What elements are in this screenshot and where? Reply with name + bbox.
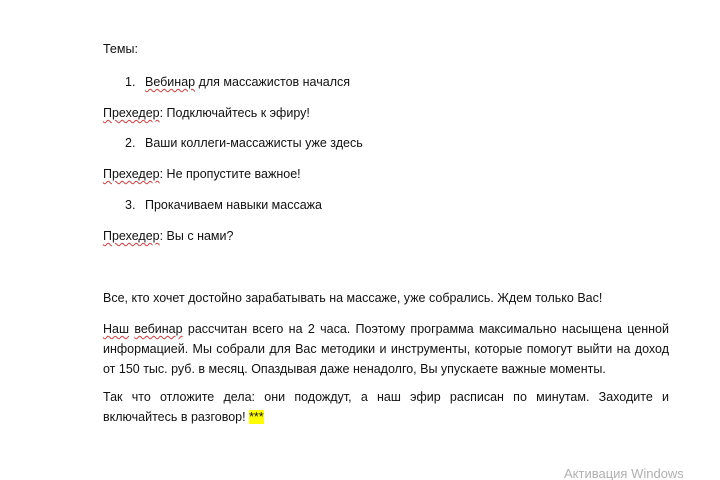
- topic-number: 2.: [125, 136, 136, 150]
- preheader-2: [103, 167, 301, 181]
- preheader-text: : Не пропустите важное!: [159, 167, 301, 181]
- body-paragraph-1: Все, кто хочет достойно зарабатывать на массаже, уже собрались. Ждем только Вас!: [103, 291, 603, 305]
- paragraph-text: рассчитан всего на 2 часа. Поэтому программа максимально насыщена ценной информацией. Мы собрали для Вас методики и инструменты, которые помогут выйти на доход от 150 тыс. руб. в месяц. Опаздывая даже ненадолго, Вы упускаете важные моменты.: [103, 322, 669, 376]
- spellcheck-word: Вебинар: [145, 75, 196, 89]
- topic-title: для массажистов начался: [195, 75, 351, 89]
- topic-title: Прокачиваем навыки массажа: [145, 198, 322, 212]
- spellcheck-word: Наш: [103, 322, 130, 336]
- preheader-text: : Вы с нами?: [159, 229, 234, 243]
- paragraph-text: Так что отложите дела: они подождут, а наш эфир расписан по минутам. Заходите и включайтесь в разговор!: [103, 390, 669, 424]
- body-paragraph-3: [103, 387, 669, 427]
- preheader-3: [103, 229, 233, 243]
- preheader-label: Прехедер: [103, 167, 160, 181]
- topics-heading: Темы:: [103, 42, 138, 56]
- topic-number: 1.: [125, 75, 136, 89]
- body-paragraph-2: [103, 319, 669, 379]
- preheader-label: Прехедер: [103, 106, 160, 120]
- topic-number: 3.: [125, 198, 136, 212]
- preheader-label: Прехедер: [103, 229, 160, 243]
- topic-item-2: [125, 136, 363, 150]
- windows-activation-watermark: Активация Windows: [564, 466, 684, 480]
- preheader-text: : Подключайтесь к эфиру!: [159, 106, 310, 120]
- preheader-1: [103, 106, 310, 120]
- topic-title: Ваши коллеги-массажисты уже здесь: [145, 136, 363, 150]
- highlighted-asterisks: ***: [249, 410, 264, 424]
- spellcheck-word: вебинар: [134, 322, 183, 336]
- topic-item-3: [125, 198, 322, 212]
- topic-item-1: [125, 75, 350, 89]
